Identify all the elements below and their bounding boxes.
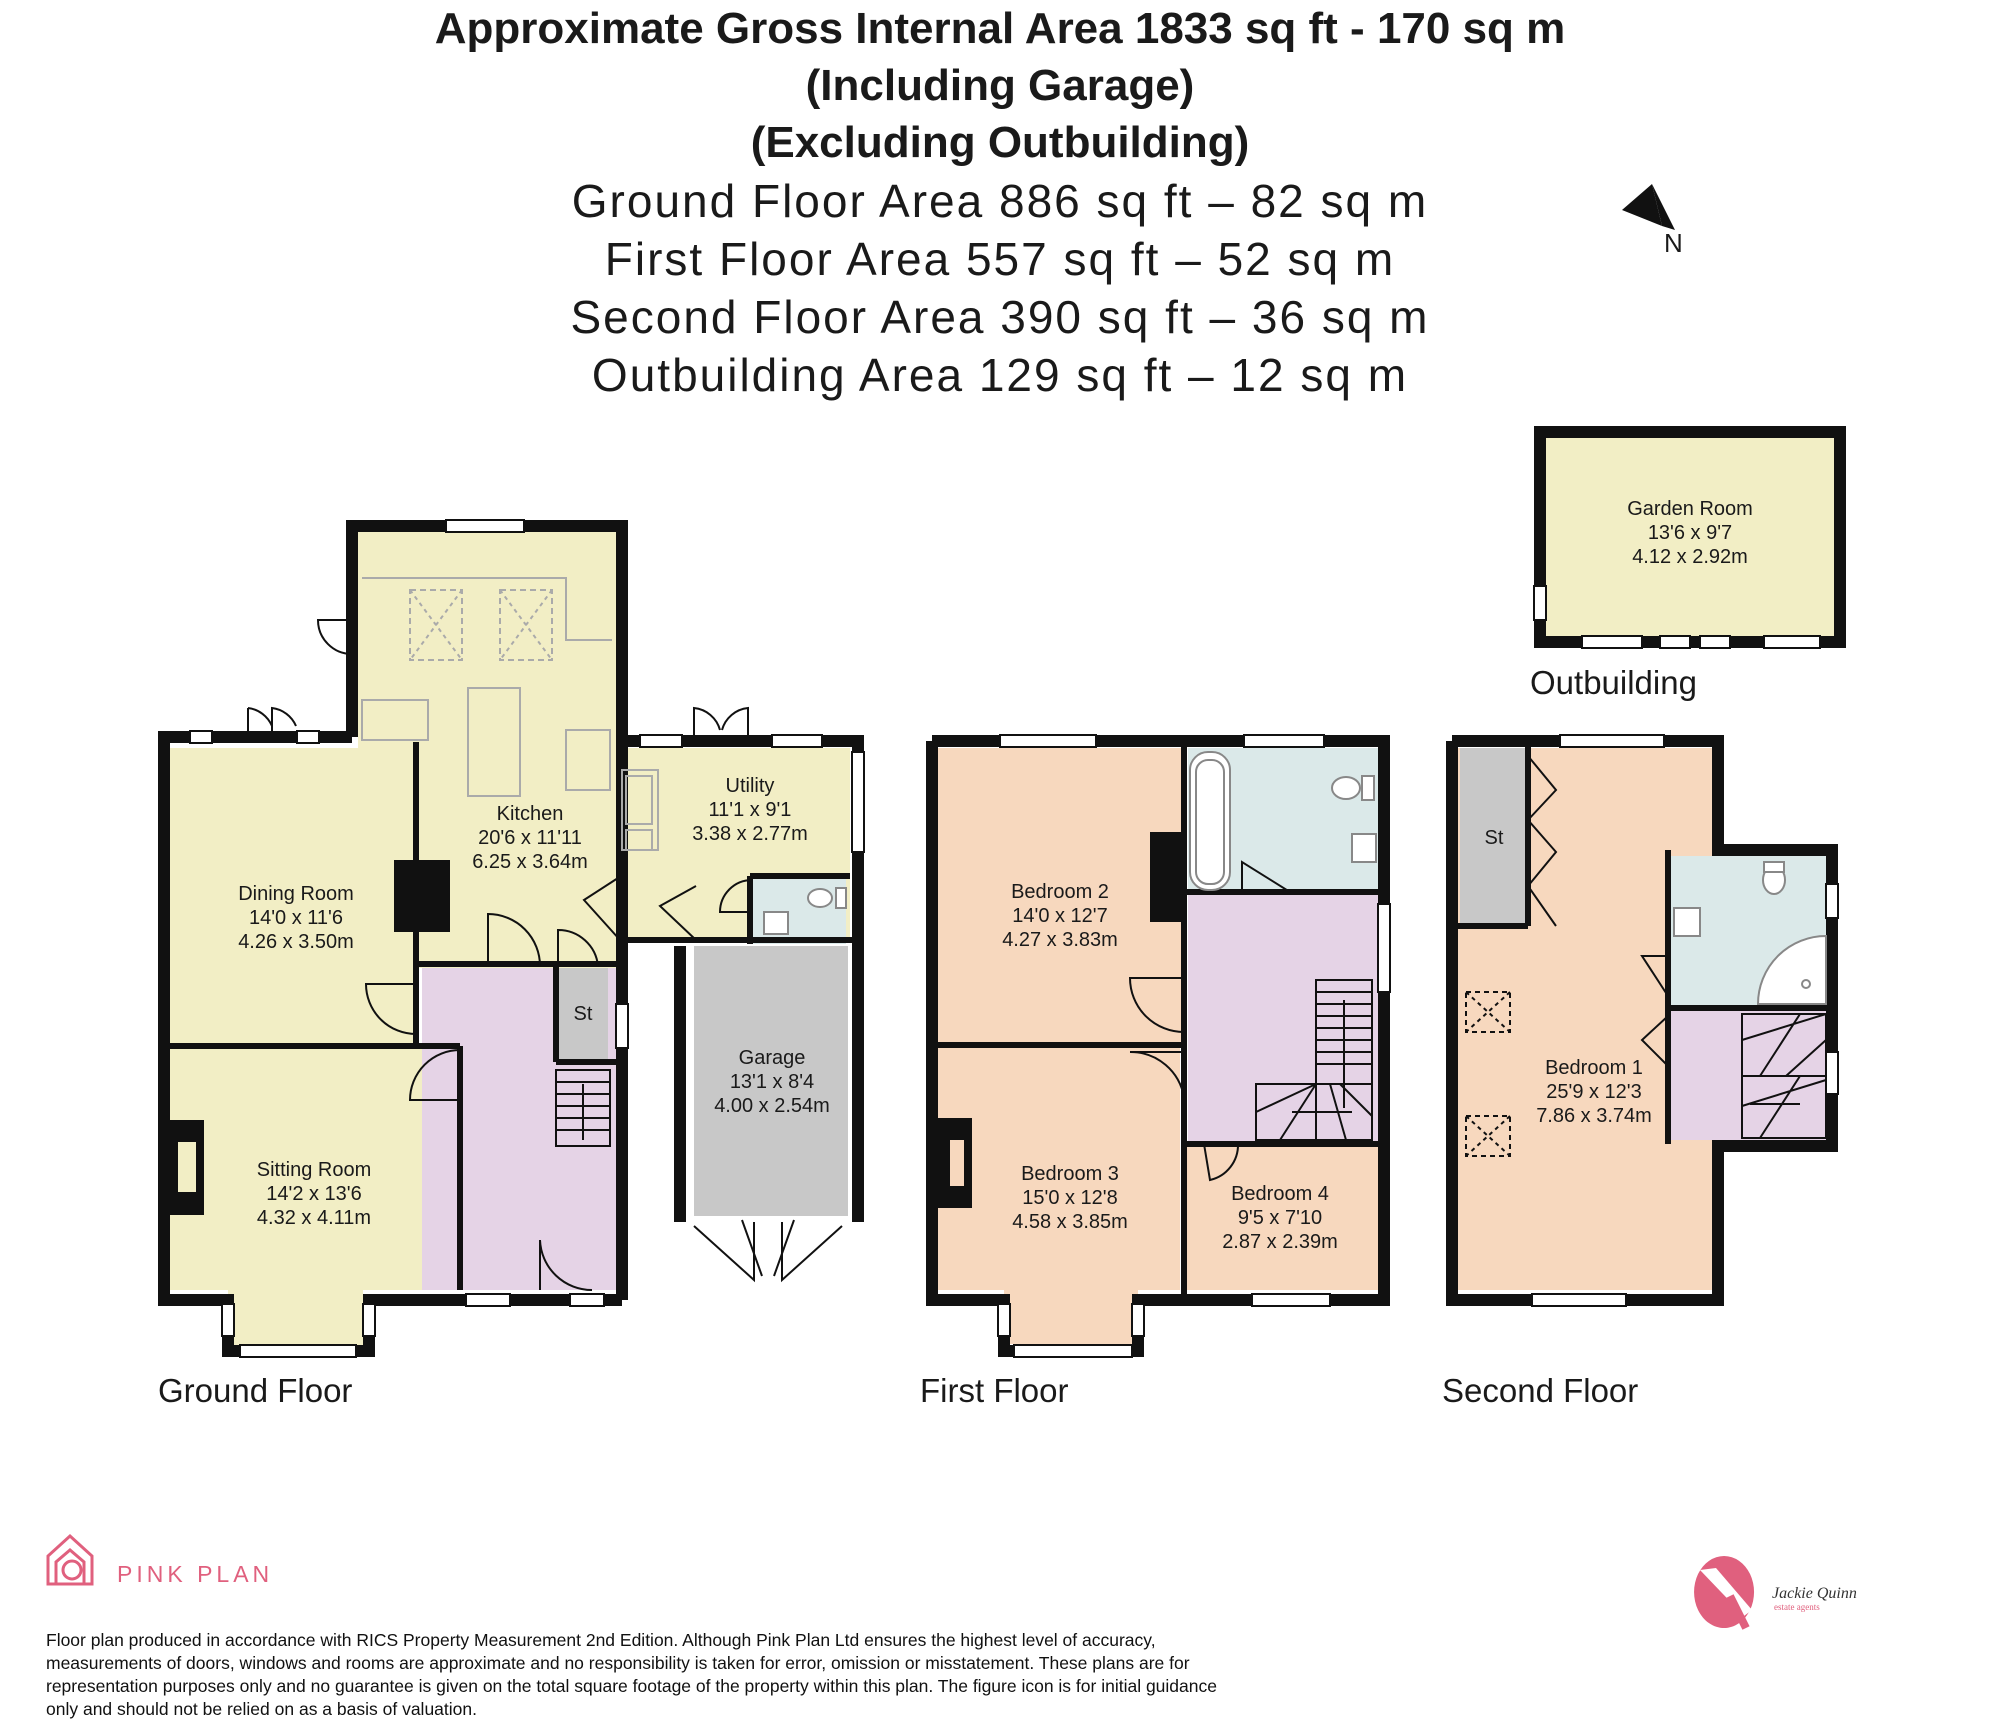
bedroom1-imperial: 25'9 x 12'3 <box>1546 1081 1642 1103</box>
title-excluding-outbuilding: (Excluding Outbuilding) <box>750 118 1250 167</box>
bedroom2-metric: 4.27 x 3.83m <box>1002 929 1118 951</box>
first-floor-area: First Floor Area 557 sq ft – 52 sq m <box>604 233 1396 285</box>
ground-store-label: St <box>573 1003 593 1025</box>
jackie-quinn-q-logo-icon <box>1694 1556 1754 1628</box>
title-including-garage: (Including Garage) <box>805 61 1195 110</box>
outbuilding-label: Outbuilding <box>1530 664 1697 701</box>
kitchen-label: Kitchen <box>496 803 564 825</box>
bedroom3-label: Bedroom 3 <box>1021 1163 1119 1185</box>
agent-subtitle: estate agents <box>1774 1602 1820 1612</box>
second-store-label: St <box>1484 827 1504 849</box>
compass-label: N <box>1664 228 1683 258</box>
garden-room-imperial: 13'6 x 9'7 <box>1647 522 1733 544</box>
garden-room-metric: 4.12 x 2.92m <box>1632 546 1748 568</box>
ground-floor-area: Ground Floor Area 886 sq ft – 82 sq m <box>571 175 1429 227</box>
disclaimer-text: Floor plan produced in accordance with RICS Property Measurement 2nd Edition. Although Pink Plan Ltd ensures the highest level of accuracy, measurements of doors, windows and rooms are approximate and no responsibility is taken for error, omission or misstatement. These plans are for representation purposes only and no guarantee is given on the total square footage of the property within this plan. The figure icon is for initial guidance only and should not be relied on as a basis of valuation. <box>46 1630 1217 1719</box>
second-floor-plan <box>1442 735 1838 1409</box>
sitting-room-label: Sitting Room <box>256 1159 372 1181</box>
sitting-room-imperial: 14'2 x 13'6 <box>266 1183 362 1205</box>
first-floor-label: First Floor <box>920 1372 1069 1409</box>
utility-label: Utility <box>725 775 775 797</box>
garage-metric: 4.00 x 2.54m <box>714 1095 830 1117</box>
ground-floor-plan <box>158 520 864 1409</box>
garage-imperial: 13'1 x 8'4 <box>729 1071 815 1093</box>
utility-metric: 3.38 x 2.77m <box>692 823 808 845</box>
utility-imperial: 11'1 x 9'1 <box>708 799 792 821</box>
garden-room-label: Garden Room <box>1627 498 1753 520</box>
dining-room-metric: 4.26 x 3.50m <box>238 931 354 953</box>
bedroom1-label: Bedroom 1 <box>1545 1057 1643 1079</box>
ground-floor-label: Ground Floor <box>158 1372 353 1409</box>
garage-label: Garage <box>738 1047 806 1069</box>
pink-plan-wordmark: PINK PLAN <box>117 1561 274 1587</box>
agent-name: Jackie Quinn <box>1772 1585 1857 1602</box>
first-landing-fill <box>1188 894 1378 1144</box>
title-gross-area: Approximate Gross Internal Area 1833 sq ft - 170 sq m <box>434 4 1566 53</box>
outbuilding-plan <box>1530 432 1840 701</box>
dining-room-imperial: 14'0 x 11'6 <box>248 907 344 929</box>
outbuilding-area: Outbuilding Area 129 sq ft – 12 sq m <box>591 349 1409 401</box>
second-floor-label: Second Floor <box>1442 1372 1639 1409</box>
dining-room-label: Dining Room <box>238 883 354 905</box>
second-floor-area: Second Floor Area 390 sq ft – 36 sq m <box>570 291 1430 343</box>
sitting-room-metric: 4.32 x 4.11m <box>256 1207 372 1229</box>
bedroom3-metric: 4.58 x 3.85m <box>1012 1211 1128 1233</box>
kitchen-imperial: 20'6 x 11'11 <box>478 827 582 849</box>
bedroom3-imperial: 15'0 x 12'8 <box>1022 1187 1118 1209</box>
first-floor-plan <box>920 735 1390 1409</box>
bedroom4-imperial: 9'5 x 7'10 <box>1237 1207 1323 1229</box>
bedroom2-label: Bedroom 2 <box>1011 881 1109 903</box>
bedroom4-label: Bedroom 4 <box>1231 1183 1329 1205</box>
kitchen-metric: 6.25 x 3.64m <box>472 851 588 873</box>
pink-plan-house-logo-icon <box>48 1536 92 1584</box>
bedroom4-metric: 2.87 x 2.39m <box>1222 1231 1338 1253</box>
north-arrow-icon <box>1622 184 1683 258</box>
bedroom1-metric: 7.86 x 3.74m <box>1536 1105 1652 1127</box>
bedroom2-imperial: 14'0 x 12'7 <box>1012 905 1108 927</box>
